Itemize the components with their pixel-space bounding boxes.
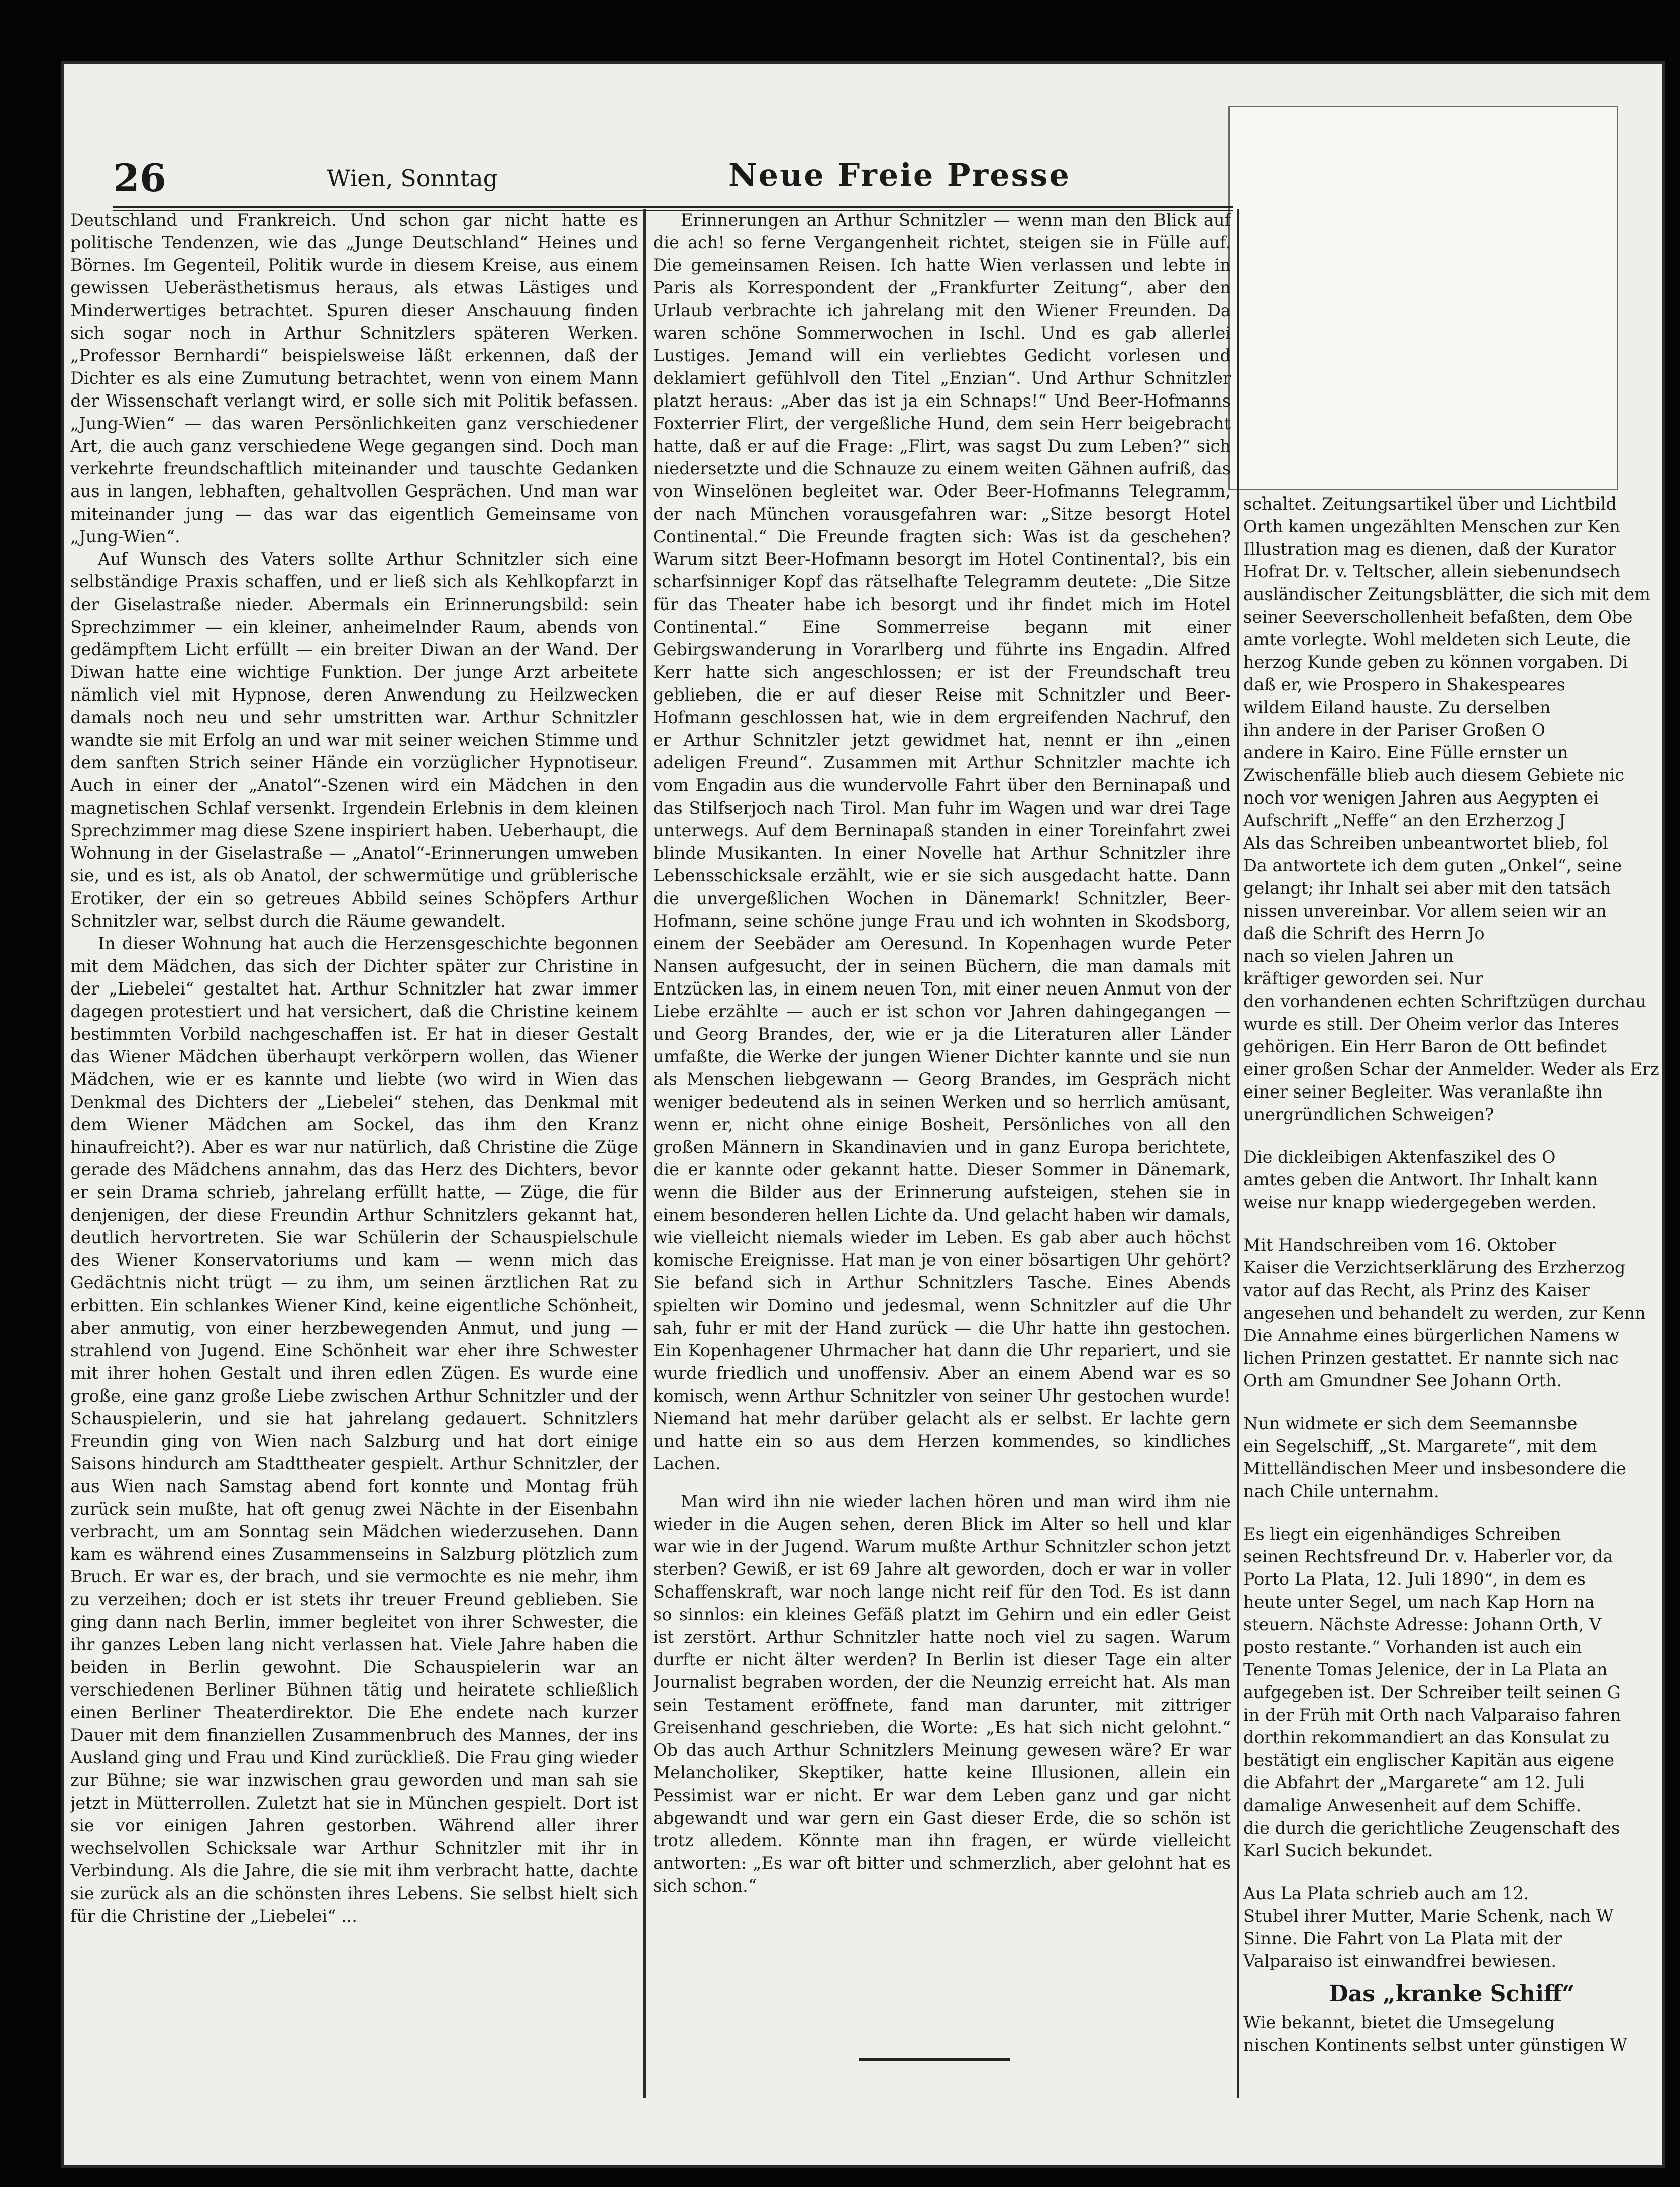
text-line: herzog Kunde geben zu können vorgaben. Di — [1243, 652, 1628, 672]
article-column-2 — [653, 209, 1231, 2008]
text-line: Nun widmete er sich dem Seemannsbe — [1243, 1414, 1578, 1433]
text-line: einer großen Schar der Anmelder. Weder als Erz — [1243, 1059, 1659, 1079]
text-line: Zwischenfälle blieb auch diesem Gebiete nic — [1243, 765, 1625, 785]
column-rule — [1237, 209, 1239, 2098]
text-line: seiner Seeverschollenheit befaßten, dem Obe — [1243, 607, 1633, 627]
text-line: Mit Handschreiben vom 16. Oktober — [1243, 1235, 1557, 1255]
text-line: den vorhandenen echten Schriftzügen durchau — [1243, 991, 1646, 1011]
text-line: Mittelländischen Meer und insbesondere die — [1243, 1459, 1626, 1478]
text-block — [1243, 1234, 1660, 1392]
text-line: die Abfahrt der „Margarete“ am 12. Juli — [1243, 1773, 1585, 1793]
column-rule — [643, 209, 646, 2098]
masthead — [113, 146, 1233, 211]
text-line: Hofrat Dr. v. Teltscher, allein siebenundsech — [1243, 562, 1621, 581]
text-line: schaltet. Zeitungsartikel über und Lichtbild — [1243, 494, 1617, 514]
text-line: Aus La Plata schrieb auch am 12. — [1243, 1883, 1529, 1903]
paragraph: Man wird ihn nie wieder lachen hören und man wird ihm nie wieder in die Augen sehen, deren Blick im Alter so hell und klar war wie in der Jugend. Warum mußte Arthur Schnitzler schon jetzt sterben? Gewiß, er ist 69 Jahre alt geworden, doch er war in voller Schaffenskraft, war noch lange nicht reif für den Tod. Es ist dann so sinnlos: ein kleines Gefäß platzt im Gehirn und ein edler Geist ist zerstört. Arthur Schnitzler hatte noch viel zu sagen. Warum durfte er nicht älter werden? In Berlin ist dieser Tage ein alter Journalist begraben worden, der die Neunzig erreicht hat. Als man sein Testament eröffnete, fand man darunter, mit zittriger Greisenhand geschrieben, die Worte: „Es hat sich nicht gelohnt.“ Ob das auch Arthur Schnitzlers Meinung gewesen wäre? Er war Melancholiker, Skeptiker, hatte keine Illusionen, allein ein Pessimist war er nicht. Er war dem Leben ganz und gar nicht abgewandt und war gern ein Gast dieser Erde, die so schön ist trotz alledem. Könnte man ihn fragen, er würde vielleicht antworten: „Es war oft bitter und schmerzlich, aber gelohnt hat es sich schon.“ — [653, 1492, 1231, 1896]
newspaper-title: Neue Freie Presse — [728, 157, 1071, 193]
text-line: nach Chile unternahm. — [1243, 1481, 1439, 1501]
text-block — [1243, 1146, 1660, 1214]
text-line: heute unter Segel, um nach Kap Horn na — [1243, 1592, 1595, 1612]
text-line: nischen Kontinents selbst unter günstigen W — [1243, 2035, 1627, 2055]
text-line: Die Annahme eines bürgerlichen Namens w — [1243, 1326, 1620, 1345]
text-line: Es liegt ein eigenhändiges Schreiben — [1243, 1524, 1561, 1544]
text-line: gehörigen. Ein Herr Baron de Ott befindet — [1243, 1037, 1607, 1056]
article-end-rule — [859, 2058, 1010, 2061]
page-number: 26 — [113, 156, 166, 201]
text-line: Sinne. Die Fahrt von La Plata mit der — [1243, 1929, 1562, 1948]
text-line: Valparaiso ist einwandfrei bewiesen. — [1243, 1951, 1557, 1971]
text-line: daß die Schrift des Herrn Jo — [1243, 924, 1485, 943]
text-line: nach so vielen Jahren un — [1243, 946, 1454, 966]
dateline: Wien, Sonntag — [327, 165, 498, 192]
text-line: ausländischer Zeitungsblätter, die sich mit dem — [1243, 584, 1650, 604]
text-line: noch vor wenigen Jahren aus Aegypten ei — [1243, 788, 1599, 808]
text-line: damalige Anwesenheit auf dem Schiffe. — [1243, 1796, 1582, 1815]
text-line: amtes geben die Antwort. Ihr Inhalt kann — [1243, 1170, 1598, 1189]
text-line: daß er, wie Prospero in Shakespeares — [1243, 675, 1565, 694]
paragraph: Erinnerungen an Arthur Schnitzler — wenn man den Blick auf die ach! so ferne Vergangenheit richtet, steigen sie in Fülle auf. Die gemeinsamen Reisen. Ich hatte Wien verlassen und lebte in Paris als Korrespondent der „Frankfurter Zeitung“, aber den Urlaub verbrachte ich jahrelang mit den Wiener Freunden. Da waren schöne Sommerwochen in Ischl. Und es gab allerlei Lustiges. Jemand will ein verliebtes Gedicht vorlesen und deklamiert gefühlvoll den Titel „Enzian“. Und Arthur Schnitzler platzt heraus: „Aber das ist ja ein Schnaps!“ Und Beer-Hofmanns Foxterrier Flirt, der vergeßliche Hund, dem sein Herr beigebracht hatte, daß er auf die Frage: „Flirt, was sagst Du zum Leben?“ sich niedersetzte und die Schnauze zu einem weiten Gähnen aufriß, das von Winselönen begleitet war. Oder Beer-Hofmanns Telegramm, der nach München vorausgefahren war: „Sitze besorgt Hotel Continental.“ Die Freunde fragten sich: Was ist da geschehen? Warum sitzt Beer-Hofmann besorgt im Hotel Continental?, bis ein scharfsinniger Kopf das rätselhafte Telegramm deutete: „Die Sitze für das Theater habe ich besorgt und ihr findet mich im Hotel Continental.“ Eine Sommerreise begann mit einer Gebirgswanderung in Vorarlberg und führte ins Engadin. Alfred Kerr hatte sich angeschlossen; er ist der Freundschaft treu geblieben, die er auf dieser Reise mit Schnitzler und Beer-Hofmann geschlossen hat, wie in dem ergreifenden Nachruf, den er Arthur Schnitzler jetzt gewidmet hat, nennt er ihn „einen adeligen Freund“. Zusammen mit Arthur Schnitzler machte ich vom Engadin aus die wundervolle Fahrt über den Berninapaß und das Stilfserjoch nach Tirol. Man fuhr im Wagen und war drei Tage unterwegs. Auf dem Berninapaß standen in einer Toreinfahrt zwei blinde Musikanten. In einer Novelle hat Arthur Schnitzler ihre Lebensschicksale erzählt, wie er sie sich ausgedacht hatte. Dann die unvergeßlichen Wochen in Dänemark! Schnitzler, Beer-Hofmann, seine schöne junge Frau und ich wohnten in Skodsborg, einem der Seebäder am Oeresund. In Kopenhagen wurde Peter Nansen aufgesucht, der in seinen Büchern, die man damals mit Entzücken las, in einem neuen Ton, mit einer neuen Anmut von der Liebe erzählte — auch er ist schon vor Jahren dahingegangen — und Georg Brandes, der, wie er ja die Literaturen aller Länder umfaßte, die Werke der jungen Wiener Dichter kannte und sie nun als Menschen liebgewann — Georg Brandes, im Gespräch nicht weniger bedeutend als in seinen Werken und so herrlich amüsant, wenn er, nicht ohne einige Bosheit, Persönliches von all den großen Männern in Skandinavien und in ganz Europa berichtete, die er kannte oder gekannt hatte. Dieser Sommer in Dänemark, wenn die Bilder aus der Erinnerung aufsteigen, stehen sie in einem besonderen hellen Lichte da. Und gelacht haben wir damals, wie vielleicht niemals wieder im Leben. Es gab aber auch höchst komische Ereignisse. Hat man je von einer bösartigen Uhr gehört? Sie befand sich in Arthur Schnitzlers Tasche. Eines Abends spielten wir Domino und jedesmal, wenn Schnitzler auf die Uhr sah, fuhr er mit der Hand zurück — die Uhr hatte ihn gestochen. Ein Kopenhagener Uhrmacher hat dann die Uhr repariert, und sie wurde friedlich und unoffensiv. Aber an einem Abend war es so komisch, wenn Arthur Schnitzler von seiner Uhr gestochen wurde! Niemand hat mehr darüber gelacht als er selbst. Er lachte gern und hatte ein so aus dem Herzen kommendes, so kindliches Lachen. — [653, 210, 1231, 1473]
text-line: Wie bekannt, bietet die Umsegelung — [1243, 2013, 1555, 2032]
text-line: Karl Sucich bekundet. — [1243, 1841, 1433, 1860]
text-line: andere in Kairo. Eine Fülle ernster un — [1243, 743, 1568, 762]
text-block — [1243, 1412, 1660, 1503]
section-heading: Das „kranke Schiff“ — [1329, 1981, 1575, 2007]
text-line: amte vorlegte. Wohl meldeten sich Leute, die — [1243, 630, 1631, 649]
paragraph: Deutschland und Frankreich. Und schon gar nicht hatte es politische Tendenzen, wie das „Junge Deutschland“ Heines und Börnes. Im Gegenteil, Politik wurde in diesem Kreise, aus einem gewissen Ueberästhetismus heraus, als etwas Lästiges und Minderwertiges betrachtet. Spuren dieser Anschauung finden sich sogar noch in Arthur Schnitzlers späteren Werken. „Professor Bernhardi“ beispielsweise läßt erkennen, daß der Dichter es als eine Zumutung betrachtet, wenn von einem Mann der Wissenschaft verlangt wird, er solle sich mit Politik befassen. „Jung-Wien“ — das waren Persönlichkeiten ganz verschiedener Art, die auch ganz verschiedene Wege gegangen sind. Doch man verkehrte freundschaftlich miteinander und tauschte Gedanken aus in langen, lebhaften, gehaltvollen Gesprächen. Und man war miteinander jung — das war das eigentlich Gemeinsame von „Jung-Wien“. — [70, 210, 638, 546]
text-line: dorthin rekommandiert an das Konsulat zu — [1243, 1728, 1610, 1747]
text-line: lichen Prinzen gestattet. Er nannte sich nac — [1243, 1348, 1619, 1368]
text-line: kräftiger geworden sei. Nur — [1243, 969, 1483, 988]
text-line: Illustration mag es dienen, daß der Kurator — [1243, 539, 1616, 559]
text-line: aufgegeben ist. Der Schreiber teilt seinen G — [1243, 1682, 1621, 1702]
text-line: Als das Schreiben unbeantwortet blieb, fol — [1243, 833, 1608, 853]
paragraph: Auf Wunsch des Vaters sollte Arthur Schnitzler sich eine selbständige Praxis schaffen, und er ließ sich als Kehlkopfarzt in der Giselastraße nieder. Abermals ein Erinnerungsbild: sein Sprechzimmer — ein kleiner, anheimelnder Raum, abends von gedämpftem Licht erfüllt — ein breiter Diwan an der Wand. Der Diwan hatte eine wichtige Funktion. Der junge Arzt arbeitete nämlich viel mit Hypnose, deren Anwendung zu Heilzwecken damals noch neu und sehr umstritten war. Arthur Schnitzler wandte sie mit Erfolg an und war mit seiner weichen Stimme und dem sanften Strich seiner Hände ein vorzüglicher Hypnotiseur. Auch in einer der „Anatol“-Szenen wird ein Mädchen in den magnetischen Schlaf versenkt. Irgendein Erlebnis in dem kleinen Sprechzimmer mag diese Szene inspiriert haben. Ueberhaupt, die Wohnung in der Giselastraße — „Anatol“-Erinnerungen umweben sie, und es ist, als ob Anatol, der schwermütige und grüblerische Erotiker, der ein so getreues Abbild seines Schöpfers Arthur Schnitzler war, selbst durch die Räume gewandelt. — [70, 549, 638, 931]
paragraph: In dieser Wohnung hat auch die Herzensgeschichte begonnen mit dem Mädchen, das sich der Dichter später zur Christine in der „Liebelei“ gestaltet hat. Arthur Schnitzler hat zwar immer dagegen protestiert und hat versichert, daß die Christine keinem bestimmten Vorbild nachgeschaffen ist. Er hat in dieser Gestalt das Wiener Mädchen überhaupt verkörpern wollen, das Wiener Mädchen, wie er es kannte und liebte (wo wird in Wien das Denkmal des Dichters der „Liebelei“ stehen, das Denkmal mit dem Wiener Mädchen am Sockel, das ihm den Kranz hinaufreicht?). Aber es war nur natürlich, daß Christine die Züge gerade des Mädchens annahm, das das Herz des Dichters, bevor er sein Drama schrieb, jahrelang erfüllt hatte, — Züge, die für denjenigen, der diese Freundin Arthur Schnitzlers gekannt hat, deutlich hervortreten. Sie war Schülerin der Schauspielschule des Wiener Konservatoriums und kam — wenn mich das Gedächtnis nicht trügt — zu ihm, um seinen ärztlichen Rat zu erbitten. Ein schlankes Wiener Kind, keine eigentliche Schönheit, aber anmutig, von einer herzbewegenden Anmut, und jung — strahlend von Jugend. Eine Schönheit war eher ihre Schwester mit ihrer hohen Gestalt und ihren edlen Zügen. Es wurde eine große, eine ganz große Liebe zwischen Arthur Schnitzler und der Schauspielerin, und sie hat jahrelang gedauert. Schnitzlers Freundin ging von Wien nach Salzburg und hat dort einige Saisons hindurch am Stadttheater gespielt. Arthur Schnitzler, der aus Wien nach Samstag abend fort konnte und Montag früh zurück sein mußte, hat oft genug zwei Nächte in der Eisenbahn verbracht, um am Sonntag sein Mädchen wiederzusehen. Dann kam es während eines Zusammenseins in Salzburg plötzlich zum Bruch. Er war es, der brach, und sie vermochte es nie mehr, ihm zu verzeihen; doch er ist stets ihr treuer Freund geblieben. Sie ging dann nach Berlin, immer begleitet von ihrer Schwester, die ihr ganzes Leben lang nicht verlassen hat. Viele Jahre haben die beiden in Berlin gewohnt. Die Schauspielerin war an verschiedenen Berliner Bühnen tätig und heiratete schließlich einen Berliner Theaterdirektor. Die Ehe endete nach kurzer Dauer mit dem finanziellen Zusammenbruch des Mannes, der ins Ausland ging und Frau und Kind zurückließ. Die Frau ging wieder zur Bühne; sie war inzwischen grau geworden und man sah sie jetzt in Mütterrollen. Zuletzt hat sie in München gespielt. Dort ist sie vor einigen Jahren gestorben. Während aller ihrer wechselvollen Schicksale war Arthur Schnitzler mit ihr in Verbindung. Als die Jahre, die sie mit ihm verbracht hatte, dachte sie zurück als an die schönsten ihres Lebens. Sie selbst hielt sich für die Christine der „Liebelei“ ... — [70, 934, 638, 1926]
text-line: Da antwortete ich dem guten „Onkel“, seine — [1243, 856, 1622, 875]
text-line: gelangt; ihr Inhalt sei aber mit den tatsäch — [1243, 878, 1611, 898]
text-line: seinen Rechtsfreund Dr. v. Haberler vor, da — [1243, 1547, 1613, 1566]
text-line: steuern. Nächste Adresse: Johann Orth, V — [1243, 1615, 1602, 1634]
text-line: wildem Eiland hauste. Zu derselben — [1243, 698, 1551, 717]
text-block — [1243, 1523, 1660, 1862]
text-line: weise nur knapp wiedergegeben werden. — [1243, 1192, 1597, 1212]
text-line: ihn andere in der Pariser Großen O — [1243, 720, 1545, 740]
text-line: vator auf das Recht, als Prinz des Kaiser — [1243, 1280, 1590, 1300]
text-line: ein Segelschiff, „St. Margarete“, mit dem — [1243, 1436, 1597, 1456]
text-line: bestätigt ein englischer Kapitän aus eigene — [1243, 1750, 1615, 1770]
text-block — [1243, 492, 1660, 1126]
text-line: Orth am Gmundner See Johann Orth. — [1243, 1371, 1562, 1390]
text-line: angesehen und behandelt zu werden, zur Kenn — [1243, 1303, 1646, 1323]
text-line: Kaiser die Verzichtserklärung des Erzherzog — [1243, 1258, 1626, 1277]
text-line: Porto La Plata, 12. Juli 1890“, in dem es — [1243, 1569, 1586, 1589]
text-block — [1243, 1882, 1660, 1972]
text-line: die durch die gerichtliche Zeugenschaft des — [1243, 1818, 1620, 1838]
text-line: Die dickleibigen Aktenfaszikel des O — [1243, 1147, 1556, 1167]
text-line: in der Früh mit Orth nach Valparaiso fahren — [1243, 1705, 1621, 1725]
text-line: Aufschrift „Neffe“ an den Erzherzog J — [1243, 811, 1566, 830]
text-line: Orth kamen ungezählten Menschen zur Ken — [1243, 517, 1620, 536]
text-block — [1243, 2011, 1660, 2056]
article-column-1 — [70, 209, 638, 2103]
text-line: wurde es still. Der Oheim verlor das Interes — [1243, 1014, 1619, 1034]
text-line: einer seiner Begleiter. Was veranlaßte ihn — [1243, 1082, 1603, 1102]
text-line: Tenente Tomas Jelenice, der in La Plata an — [1243, 1660, 1608, 1679]
text-line: posto restante.“ Vorhanden ist auch ein — [1243, 1637, 1582, 1657]
text-line: nissen unvereinbar. Vor allem seien wir an — [1243, 901, 1607, 921]
article-column-3 — [1243, 492, 1660, 2106]
text-line: unergründlichen Schweigen? — [1243, 1105, 1494, 1124]
text-line: Stubel ihrer Mutter, Marie Schenk, nach W — [1243, 1906, 1614, 1926]
pasted-clipping-blank — [1228, 106, 1618, 490]
